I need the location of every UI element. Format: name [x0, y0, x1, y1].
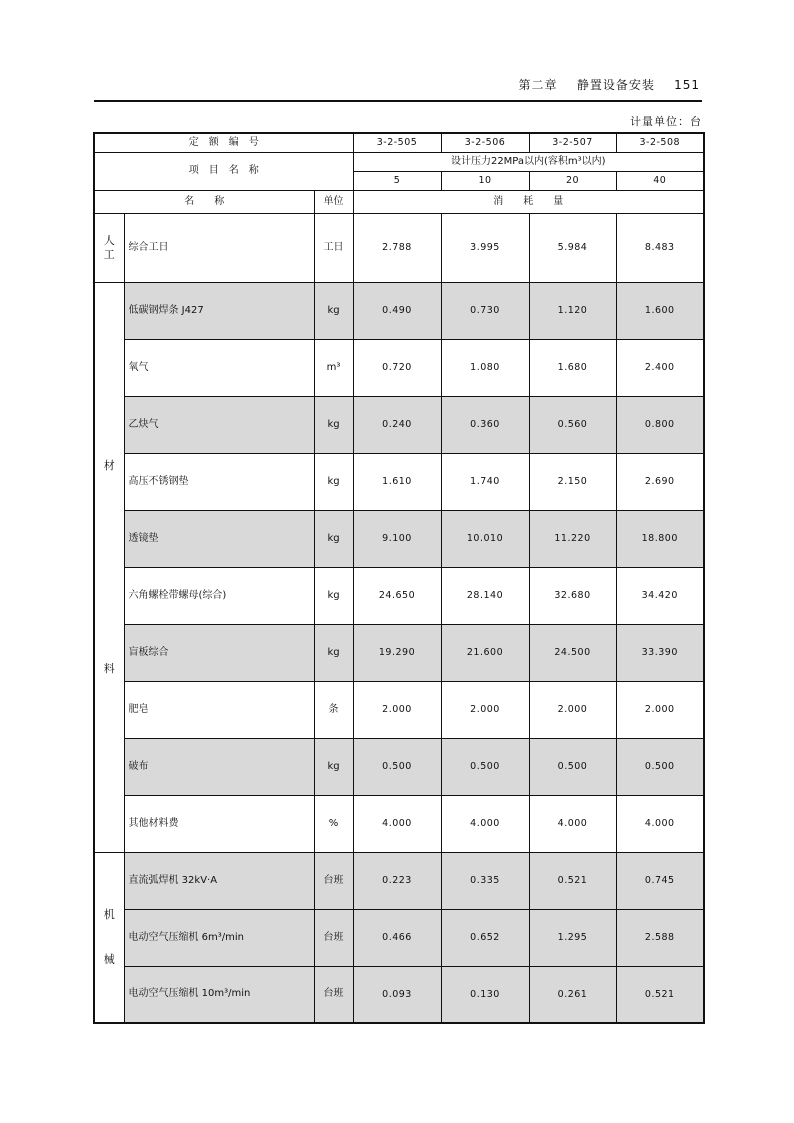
item-value: 11.220 [529, 510, 616, 567]
table-row [94, 339, 704, 396]
item-unit: m³ [314, 339, 353, 396]
table-row [94, 567, 704, 624]
code-cell: 3-2-507 [529, 133, 616, 152]
code-cell: 3-2-505 [353, 133, 441, 152]
item-value: 1.680 [529, 339, 616, 396]
item-unit: % [314, 795, 353, 852]
item-value: 0.500 [353, 738, 441, 795]
item-value: 2.400 [616, 339, 704, 396]
volume-cell: 40 [616, 171, 704, 190]
item-unit: 台班 [314, 909, 353, 966]
table-row [94, 510, 704, 567]
item-unit: 工日 [314, 213, 353, 282]
item-unit: 台班 [314, 852, 353, 909]
item-value: 0.500 [441, 738, 529, 795]
item-value: 1.600 [616, 282, 704, 339]
item-value: 0.360 [441, 396, 529, 453]
labor-category-cell [94, 213, 124, 282]
item-name: 肥皂 [124, 681, 314, 738]
item-value: 0.130 [441, 966, 529, 1023]
item-value: 1.080 [441, 339, 529, 396]
item-value: 0.521 [616, 966, 704, 1023]
table-row [94, 282, 704, 339]
table-row [94, 453, 704, 510]
item-value: 0.093 [353, 966, 441, 1023]
code-row-label: 定 额 编 号 [94, 133, 353, 152]
table-row [94, 852, 704, 909]
item-value: 3.995 [441, 213, 529, 282]
item-value: 34.420 [616, 567, 704, 624]
item-value: 1.610 [353, 453, 441, 510]
item-value: 33.390 [616, 624, 704, 681]
item-value: 2.000 [529, 681, 616, 738]
item-unit: kg [314, 453, 353, 510]
item-value: 5.984 [529, 213, 616, 282]
header-text [519, 76, 700, 93]
item-value: 0.560 [529, 396, 616, 453]
section-title: 静置设备安装 [576, 78, 655, 92]
item-unit: kg [314, 396, 353, 453]
item-name: 盲板综合 [124, 624, 314, 681]
code-row [94, 133, 704, 152]
item-value: 2.000 [353, 681, 441, 738]
item-value: 2.690 [616, 453, 704, 510]
item-value: 2.000 [616, 681, 704, 738]
unit-note: 计量单位：台 [630, 115, 702, 128]
item-name: 直流弧焊机 32kV·A [124, 852, 314, 909]
item-value: 2.588 [616, 909, 704, 966]
machine-category-cell [94, 852, 124, 1023]
table-row [94, 795, 704, 852]
item-value: 0.500 [529, 738, 616, 795]
item-value: 0.800 [616, 396, 704, 453]
volume-cell: 10 [441, 171, 529, 190]
consumption-header: 消 耗 量 [353, 190, 704, 213]
item-unit: kg [314, 510, 353, 567]
table-row [94, 738, 704, 795]
item-value: 28.140 [441, 567, 529, 624]
item-value: 0.720 [353, 339, 441, 396]
item-value: 0.500 [616, 738, 704, 795]
item-value: 9.100 [353, 510, 441, 567]
item-name: 乙炔气 [124, 396, 314, 453]
page-header [94, 70, 702, 102]
item-name: 电动空气压缩机 10m³/min [124, 966, 314, 1023]
group-row [94, 152, 704, 171]
labor-category-char: 人 [103, 234, 115, 248]
col-unit-header: 单位 [314, 190, 353, 213]
labor-category-char: 工 [103, 247, 115, 261]
item-value: 0.490 [353, 282, 441, 339]
volume-cell: 20 [529, 171, 616, 190]
chapter-label: 第二章 [518, 78, 558, 92]
item-value: 0.335 [441, 852, 529, 909]
page-number: 151 [674, 78, 700, 92]
item-value: 0.521 [529, 852, 616, 909]
item-unit: kg [314, 624, 353, 681]
column-header-row [94, 190, 704, 213]
item-unit: kg [314, 738, 353, 795]
item-unit: kg [314, 282, 353, 339]
material-category-char: 料 [103, 662, 115, 675]
item-value: 0.730 [441, 282, 529, 339]
item-value: 1.295 [529, 909, 616, 966]
item-value: 2.788 [353, 213, 441, 282]
item-value: 0.240 [353, 396, 441, 453]
item-value: 4.000 [353, 795, 441, 852]
item-unit: 条 [314, 681, 353, 738]
item-unit: 台班 [314, 966, 353, 1023]
item-value: 2.000 [441, 681, 529, 738]
material-category-char: 材 [103, 458, 115, 472]
quota-table [93, 132, 705, 1024]
item-value: 0.223 [353, 852, 441, 909]
item-value: 24.650 [353, 567, 441, 624]
item-value: 10.010 [441, 510, 529, 567]
table-row [94, 624, 704, 681]
table-row [94, 909, 704, 966]
code-cell: 3-2-506 [441, 133, 529, 152]
item-name: 综合工日 [124, 213, 314, 282]
machine-category-char: 机 [103, 908, 115, 922]
item-name: 其他材料费 [124, 795, 314, 852]
item-value: 21.600 [441, 624, 529, 681]
item-value: 8.483 [616, 213, 704, 282]
item-value: 0.745 [616, 852, 704, 909]
item-value: 32.680 [529, 567, 616, 624]
item-value: 4.000 [441, 795, 529, 852]
item-unit: kg [314, 567, 353, 624]
project-name-label: 项 目 名 称 [94, 152, 353, 190]
pressure-group-label: 设计压力22MPa以内(容积m³以内) [353, 152, 704, 171]
item-value: 18.800 [616, 510, 704, 567]
table-row [94, 396, 704, 453]
volume-cell: 5 [353, 171, 441, 190]
item-value: 0.652 [441, 909, 529, 966]
item-value: 0.466 [353, 909, 441, 966]
material-category-cell [94, 282, 124, 852]
item-name: 低碳钢焊条 J427 [124, 282, 314, 339]
item-value: 2.150 [529, 453, 616, 510]
item-value: 4.000 [529, 795, 616, 852]
item-value: 24.500 [529, 624, 616, 681]
item-name: 六角螺栓带螺母(综合) [124, 567, 314, 624]
item-name: 破布 [124, 738, 314, 795]
item-value: 19.290 [353, 624, 441, 681]
item-value: 4.000 [616, 795, 704, 852]
item-value: 1.120 [529, 282, 616, 339]
item-name: 透镜垫 [124, 510, 314, 567]
table-row [94, 681, 704, 738]
machine-category-char: 械 [103, 953, 115, 967]
item-name: 高压不锈钢垫 [124, 453, 314, 510]
item-value: 0.261 [529, 966, 616, 1023]
item-name: 氧气 [124, 339, 314, 396]
table-row [94, 213, 704, 282]
code-cell: 3-2-508 [616, 133, 704, 152]
table-row [94, 966, 704, 1023]
item-value: 1.740 [441, 453, 529, 510]
col-name-header: 名 称 [94, 190, 314, 213]
item-name: 电动空气压缩机 6m³/min [124, 909, 314, 966]
